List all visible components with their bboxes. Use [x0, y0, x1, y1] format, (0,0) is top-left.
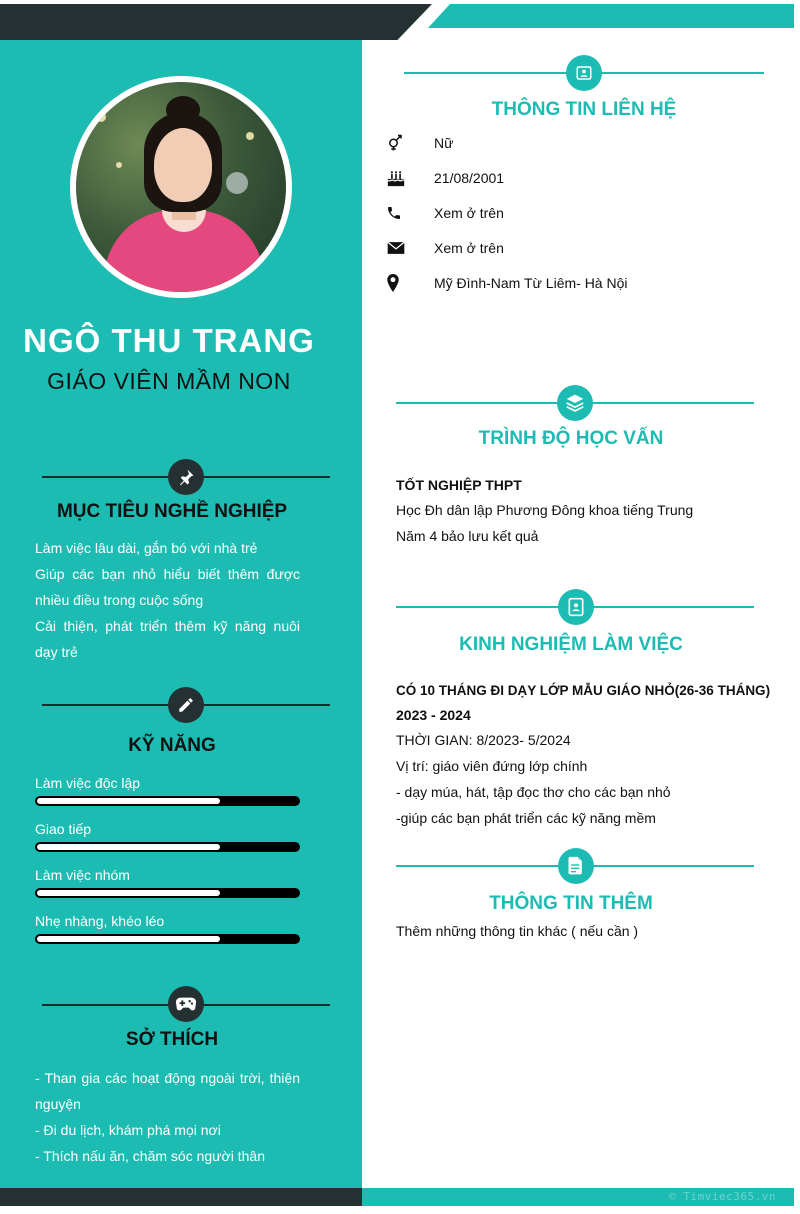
- birthday-value: 21/08/2001: [434, 170, 505, 186]
- extra-text: Thêm những thông tin khác ( nếu cần ): [396, 923, 639, 939]
- skill-bar: [35, 796, 300, 806]
- contact-email: [386, 238, 504, 258]
- skill-level: [37, 844, 220, 850]
- contact-gender: [386, 133, 453, 153]
- birthday-cake-icon: [386, 168, 434, 188]
- objective-list: [35, 535, 300, 665]
- contact-card-icon: [566, 55, 602, 91]
- hobby-line: - Than gia các hoạt động ngoài trời, thiện nguyện: [35, 1070, 300, 1112]
- gender-value: Nữ: [434, 135, 454, 151]
- experience-position: Vị trí: giáo viên đứng lớp chính: [396, 758, 588, 774]
- id-badge-icon: [558, 589, 594, 625]
- objective-line: Giúp các bạn nhỏ hiểu biết thêm được nhiều điều trong cuộc sống: [35, 566, 300, 608]
- skill-level: [37, 798, 220, 804]
- profile-photo: [76, 82, 286, 292]
- contact-phone: [386, 203, 504, 223]
- experience-duty: -giúp các bạn phát triển các kỹ năng mềm: [396, 810, 656, 826]
- top-teal-bar: [428, 4, 794, 28]
- education-line: Học Đh dân lập Phương Đông khoa tiếng Trung: [396, 502, 694, 518]
- layers-icon: [557, 385, 593, 421]
- email-value: Xem ở trên: [434, 240, 504, 256]
- contact-address: [386, 273, 627, 293]
- objective-line: Cải thiện, phát triển thêm kỹ năng nuôi dạy trẻ: [35, 618, 300, 660]
- extra-title: THÔNG TIN THÊM: [489, 893, 653, 914]
- candidate-name: NGÔ THU TRANG: [23, 322, 315, 359]
- address-value: Mỹ Đình-Nam Từ Liêm- Hà Nội: [434, 275, 628, 291]
- contact-title: THÔNG TIN LIÊN HỆ: [491, 99, 677, 120]
- pushpin-icon: [168, 459, 204, 495]
- phone-icon: [386, 203, 434, 223]
- skill-label: Giao tiếp: [35, 821, 92, 837]
- education-title: TRÌNH ĐỘ HỌC VẤN: [478, 428, 664, 449]
- document-icon: [558, 848, 594, 884]
- contact-birthday: [386, 168, 504, 188]
- skill-bar: [35, 888, 300, 898]
- map-pin-icon: [386, 273, 434, 293]
- watermark: © Timviec365.vn: [669, 1190, 776, 1203]
- experience-title: KINH NGHIỆM LÀM VIỆC: [459, 634, 683, 655]
- gamepad-icon: [168, 986, 204, 1022]
- skill-level: [37, 890, 220, 896]
- experience-duty: - dạy múa, hát, tập đọc thơ cho các bạn nhỏ: [396, 784, 671, 800]
- top-dark-bar: [0, 4, 432, 40]
- skill-level: [37, 936, 220, 942]
- experience-heading: CÓ 10 THÁNG ĐI DẠY LỚP MẪU GIÁO NHỎ(26-36 THÁNG): [396, 683, 771, 698]
- skill-bar: [35, 934, 300, 944]
- hobby-line: - Đi du lịch, khám phá mọi nơi: [35, 1122, 221, 1138]
- skill-bar: [35, 842, 300, 852]
- envelope-icon: [386, 238, 434, 258]
- skills-title: KỸ NĂNG: [128, 735, 216, 756]
- objective-line: Làm việc lâu dài, gắn bó với nhà trẻ: [35, 540, 258, 556]
- objective-title: MỤC TIÊU NGHỀ NGHIỆP: [56, 501, 288, 522]
- skill-label: Nhẹ nhàng, khéo léo: [35, 913, 165, 929]
- skill-label: Làm việc độc lập: [35, 775, 141, 791]
- hobbies-title: SỞ THÍCH: [125, 1029, 219, 1050]
- skill-label: Làm việc nhóm: [35, 867, 130, 883]
- experience-period: THỜI GIAN: 8/2023- 5/2024: [396, 732, 571, 748]
- bottom-dark-bar: [0, 1188, 362, 1206]
- phone-value: Xem ở trên: [434, 205, 504, 221]
- hobbies-list: [35, 1065, 300, 1169]
- gender-icon: [386, 133, 434, 153]
- education-line: Năm 4 bảo lưu kết quả: [396, 528, 539, 544]
- experience-years: 2023 - 2024: [396, 707, 471, 723]
- pencil-icon: [168, 687, 204, 723]
- education-degree: TỐT NGHIỆP THPT: [396, 477, 522, 493]
- hobby-line: - Thích nấu ăn, chăm sóc người thân: [35, 1148, 265, 1164]
- avatar: [70, 76, 292, 298]
- job-title: GIÁO VIÊN MẦM NON: [47, 368, 291, 394]
